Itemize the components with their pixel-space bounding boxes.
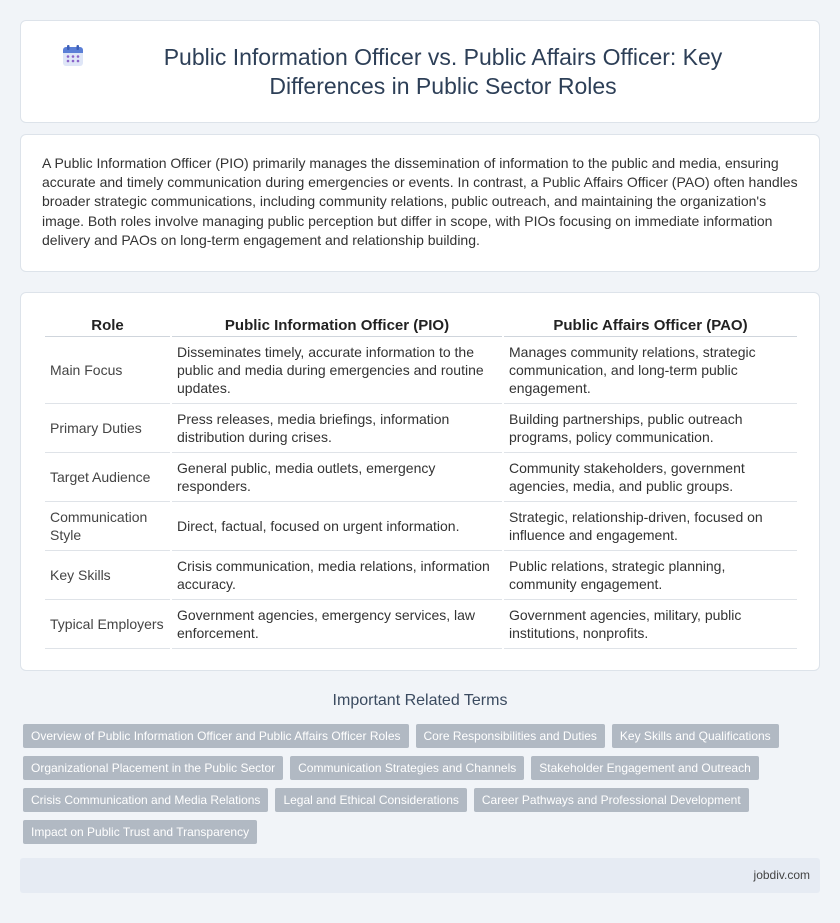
row-label: Typical Employers bbox=[45, 600, 170, 649]
pao-cell: Strategic, relationship-driven, focused on influence and engagement. bbox=[504, 502, 797, 551]
row-label: Target Audience bbox=[45, 453, 170, 502]
table-row bbox=[45, 600, 797, 649]
pao-cell: Community stakeholders, government agencies, media, and public groups. bbox=[504, 453, 797, 502]
pio-cell: Press releases, media briefings, information distribution during crises. bbox=[172, 404, 502, 453]
table-row bbox=[45, 337, 797, 404]
header-pio: Public Information Officer (PIO) bbox=[172, 315, 502, 337]
pao-cell: Government agencies, military, public institutions, nonprofits. bbox=[504, 600, 797, 649]
header-card bbox=[20, 20, 820, 123]
calendar-icon bbox=[61, 44, 85, 68]
row-label: Key Skills bbox=[45, 551, 170, 600]
table-row bbox=[45, 404, 797, 453]
table-row bbox=[45, 453, 797, 502]
footer bbox=[20, 858, 820, 893]
footer-site-link[interactable]: jobdiv.com bbox=[753, 868, 810, 882]
related-term-tag[interactable]: Core Responsibilities and Duties bbox=[416, 724, 605, 748]
comparison-table bbox=[43, 315, 799, 649]
page-title: Public Information Officer vs. Public Affairs Officer: Key Differences in Public Sector Roles bbox=[163, 43, 723, 99]
related-term-tag[interactable]: Stakeholder Engagement and Outreach bbox=[531, 756, 758, 780]
pao-cell: Manages community relations, strategic communication, and long-term public engagement. bbox=[504, 337, 797, 404]
pao-cell: Building partnerships, public outreach programs, policy communication. bbox=[504, 404, 797, 453]
related-term-tag[interactable]: Key Skills and Qualifications bbox=[612, 724, 779, 748]
intro-card bbox=[20, 134, 820, 272]
related-term-tag[interactable]: Impact on Public Trust and Transparency bbox=[23, 820, 257, 844]
table-row bbox=[45, 502, 797, 551]
related-term-tag[interactable]: Career Pathways and Professional Development bbox=[474, 788, 749, 812]
row-label: Primary Duties bbox=[45, 404, 170, 453]
header-role: Role bbox=[45, 315, 170, 337]
related-term-tag[interactable]: Legal and Ethical Considerations bbox=[275, 788, 466, 812]
row-label: Main Focus bbox=[45, 337, 170, 404]
related-terms-heading: Important Related Terms bbox=[332, 692, 508, 709]
pio-cell: Direct, factual, focused on urgent information. bbox=[172, 502, 502, 551]
table-row bbox=[45, 551, 797, 600]
comparison-card bbox=[20, 292, 820, 671]
related-term-tag[interactable]: Organizational Placement in the Public Sector bbox=[23, 756, 283, 780]
row-label: Communication Style bbox=[45, 502, 170, 551]
related-terms-list bbox=[23, 724, 813, 852]
header-pao: Public Affairs Officer (PAO) bbox=[504, 315, 797, 337]
related-term-tag[interactable]: Overview of Public Information Officer and Public Affairs Officer Roles bbox=[23, 724, 409, 748]
pio-cell: General public, media outlets, emergency responders. bbox=[172, 453, 502, 502]
related-term-tag[interactable]: Crisis Communication and Media Relations bbox=[23, 788, 268, 812]
related-term-tag[interactable]: Communication Strategies and Channels bbox=[290, 756, 524, 780]
intro-paragraph: A Public Information Officer (PIO) primarily manages the dissemination of information to the public and media, ensuring accurate and timely communication during emergencies or events. In contrast, a Public Affairs Officer (PAO) often handles broader strategic communications, including community relations, public outreach, and maintaining the organization's image. Both roles involve managing public perception but differ in scope, with PIOs focusing on immediate information delivery and PAOs on long-term engagement and relationship building. bbox=[42, 155, 798, 248]
pao-cell: Public relations, strategic planning, community engagement. bbox=[504, 551, 797, 600]
pio-cell: Disseminates timely, accurate information to the public and media during emergencies and routine updates. bbox=[172, 337, 502, 404]
pio-cell: Crisis communication, media relations, information accuracy. bbox=[172, 551, 502, 600]
pio-cell: Government agencies, emergency services, law enforcement. bbox=[172, 600, 502, 649]
table-header-row bbox=[45, 315, 797, 337]
